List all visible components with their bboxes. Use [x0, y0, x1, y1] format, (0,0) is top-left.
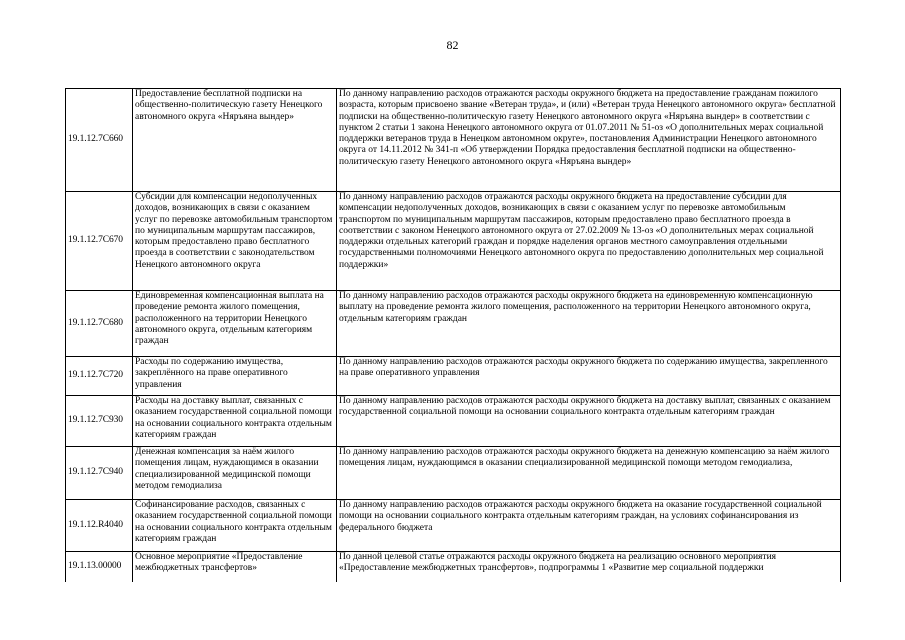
code-cell: 19.1.12.7C660	[66, 89, 133, 192]
code-cell: 19.1.12.7C940	[66, 447, 133, 500]
code-cell: 19.1.12.7C720	[66, 357, 133, 396]
table-row	[66, 447, 841, 500]
description-cell: По данной целевой статье отражаются расходы окружного бюджета на реализацию основного мероприятия «Предоставление межбюджетных трансфертов», подпрограммы 1 «Развитие мер социальной поддержки	[337, 552, 841, 582]
code-cell: 19.1.13.00000	[66, 552, 133, 582]
page-number: 82	[446, 38, 459, 52]
budget-classification-table	[65, 88, 841, 582]
code-cell: 19.1.12.R4040	[66, 500, 133, 552]
description-cell: По данному направлению расходов отражаются расходы окружного бюджета на единовременную компенсационную выплату на проведение ремонта жилого помещения, расположенного на территории Ненецкого автономного округа, отдельным категориям граждан	[337, 291, 841, 357]
table-row	[66, 552, 841, 582]
name-cell: Основное мероприятие «Предоставление межбюджетных трансфертов»	[133, 552, 337, 582]
description-cell: По данному направлению расходов отражаются расходы окружного бюджета на доставку выплат, связанных с оказанием государственной социальной помощи на основании социального контракта отдельным категориям граждан	[337, 396, 841, 447]
code-cell: 19.1.12.7C680	[66, 291, 133, 357]
description-cell: По данному направлению расходов отражаются расходы окружного бюджета на предоставление субсидии для компенсации недополученных доходов, возникающих в связи с оказанием услуг по перевозке автомобильным транспортом по муниципальным маршрутам пассажиров, которым предоставлено право бесплатного проезда в соответствии с законом Ненецкого автономного округа от 27.02.2009 № 13-оз «О дополнительных мерах социальной поддержки отдельных категорий граждан и порядке наделения органов местного самоуправления отдельными государственными полномочиями Ненецкого автономного округа по предоставлению дополнительных мер социальной поддержки»	[337, 192, 841, 291]
name-cell: Субсидии для компенсации недополученных доходов, возникающих в связи с оказанием услуг по перевозке автомобильным транспортом по муниципальным маршрутам пассажиров, которым предоставлено право бесплатного проезда в соответствии с законодательством Ненецкого автономного округа	[133, 192, 337, 291]
code-cell: 19.1.12.7C670	[66, 192, 133, 291]
name-cell: Предоставление бесплатной подписки на общественно-политическую газету Ненецкого автономного округа «Няръяна вындер»	[133, 89, 337, 192]
table-row	[66, 89, 841, 192]
table-row	[66, 500, 841, 552]
code-cell: 19.1.12.7C930	[66, 396, 133, 447]
description-cell: По данному направлению расходов отражаются расходы окружного бюджета на денежную компенсацию за наём жилого помещения лицам, нуждающимся в оказании специализированной медицинской помощи методом гемодиализа,	[337, 447, 841, 500]
description-cell: По данному направлению расходов отражаются расходы окружного бюджета на предоставление гражданам пожилого возраста, которым присвоено звание «Ветеран труда», и (или) «Ветеран труда Ненецкого автономного округа» бесплатной подписки на общественно-политическую газету Ненецкого автономного округа «Няръяна вындер» в соответствии с пунктом 2 статьи 1 закона Ненецкого автономного округа от 01.07.2011 № 51-оз «О дополнительных мерах социальной поддержки ветеранов труда в Ненецком автономном округе», постановления Администрации Ненецкого автономного округа от 14.11.2012 № 341-п «Об утверждении Порядка предоставления бесплатной подписки на общественно-политическую газету Ненецкого автономного округа «Няръяна вындер»	[337, 89, 841, 192]
table-row	[66, 291, 841, 357]
table-row	[66, 192, 841, 291]
name-cell: Денежная компенсация за наём жилого помещения лицам, нуждающимся в оказании специализированной медицинской помощи методом гемодиализа	[133, 447, 337, 500]
name-cell: Расходы на доставку выплат, связанных с оказанием государственной социальной помощи на основании социального контракта отдельным категориям граждан	[133, 396, 337, 447]
name-cell: Расходы по содержанию имущества, закреплённого на праве оперативного управления	[133, 357, 337, 396]
name-cell: Софинансирование расходов, связанных с оказанием государственной социальной помощи на основании социального контракта отдельным категориям граждан	[133, 500, 337, 552]
name-cell: Единовременная компенсационная выплата на проведение ремонта жилого помещения, расположенного на территории Ненецкого автономного округа, отдельным категориям граждан	[133, 291, 337, 357]
description-cell: По данному направлению расходов отражаются расходы окружного бюджета на оказание государственной социальной помощи на основании социального контракта отдельным категориям граждан, на условиях софинансирования из федерального бюджета	[337, 500, 841, 552]
description-cell: По данному направлению расходов отражаются расходы окружного бюджета по содержанию имущества, закрепленного на праве оперативного управления	[337, 357, 841, 396]
table-row	[66, 396, 841, 447]
table-row	[66, 357, 841, 396]
